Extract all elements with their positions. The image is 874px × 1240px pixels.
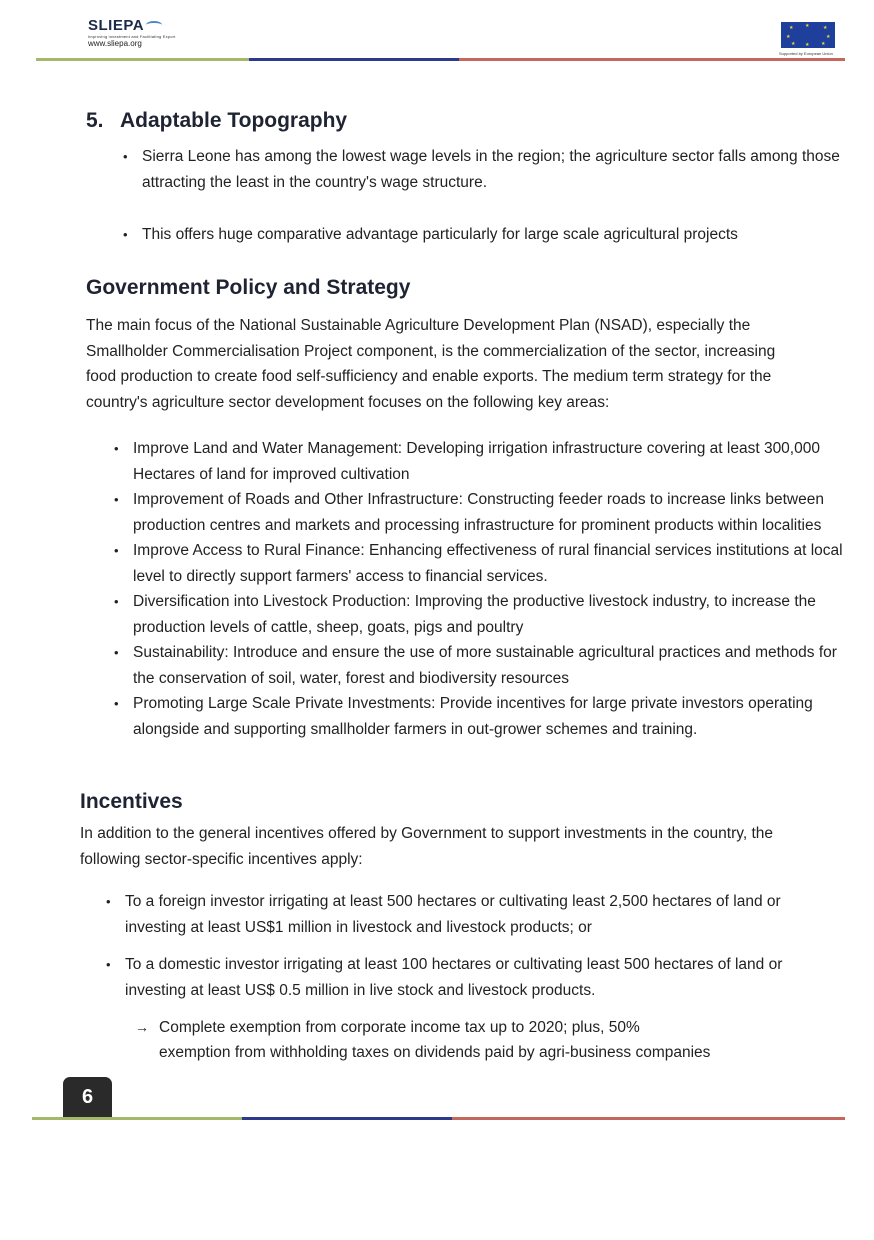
policy-heading: Government Policy and Strategy (86, 276, 411, 299)
section-number: 5. (86, 109, 104, 132)
policy-bullet-list (114, 436, 845, 742)
bullet-list (123, 222, 842, 248)
star-icon: ★ (821, 41, 826, 47)
arrow-line-2: exemption from withholding taxes on dividends paid by agri-business companies (159, 1044, 711, 1061)
bullet-icon: • (114, 696, 119, 711)
star-icon: ★ (823, 25, 828, 31)
header-rule-blue (249, 58, 459, 61)
list-item: • This offers huge comparative advantage particularly for large scale agricultural projects (142, 222, 842, 248)
logo-swoosh-icon (146, 21, 162, 29)
incentives-intro: In addition to the general incentives offered by Government to support investments in the country, the following sector-specific incentives apply: (80, 825, 774, 868)
arrow-line-1: Complete exemption from corporate income tax up to 2020; plus, 50% (159, 1019, 640, 1036)
logo-text: SLIEPA (88, 17, 145, 34)
bullet-icon: • (114, 594, 119, 609)
bullet-icon: • (123, 227, 128, 242)
list-item: • Diversification into Livestock Production: Improving the productive livestock industry, to increase the production levels of cattle, sheep, goats, pigs and poultry (133, 589, 845, 640)
bullet-icon: • (114, 543, 119, 558)
bullet-icon: • (114, 645, 119, 660)
list-item: • Promoting Large Scale Private Investments: Provide incentives for large private investors operating alongside and supporting smallholder farmers in out-grower schemes and training. (133, 691, 845, 742)
bullet-icon: • (106, 957, 111, 972)
star-icon: ★ (805, 23, 810, 29)
eu-flag-icon (781, 22, 835, 48)
star-icon: ★ (786, 34, 791, 40)
logo-tagline: Improving investment and Facilitating Export (88, 34, 176, 39)
arrow-item (135, 1015, 819, 1065)
arrow-right-icon: → (135, 1019, 149, 1035)
list-item: • To a foreign investor irrigating at least 500 hectares or cultivating least 2,500 hectares of land or investing at least US$1 million in livestock and livestock products; or (125, 889, 840, 940)
bullet-icon: • (106, 894, 111, 909)
star-icon: ★ (805, 42, 810, 48)
list-item: • Sierra Leone has among the lowest wage levels in the region; the agriculture sector falls among those attracting the least in the country's wage structure. (142, 144, 842, 195)
incentives-heading: Incentives (80, 790, 183, 813)
eu-caption: Supported by European Union (779, 51, 833, 56)
bullet-icon: • (114, 441, 119, 456)
list-item: • Improve Land and Water Management: Developing irrigation infrastructure covering at least 300,000 Hectares of land for improved cultivation (133, 436, 845, 487)
header-logo (88, 18, 176, 48)
bullet-icon: • (123, 149, 128, 164)
section-title: Adaptable Topography (120, 109, 348, 132)
list-item: • Improve Access to Rural Finance: Enhancing effectiveness of rural financial services institutions at local level to directly support farmers' access to financial services. (133, 538, 845, 589)
footer-rule-blue (242, 1117, 452, 1120)
incentives-bullet-list (106, 952, 840, 1003)
policy-intro: The main focus of the National Sustainable Agriculture Development Plan (NSAD), especially the Smallholder Commercialisation Project component, is the commercialization of the sector, increasing food production to create food self-sufficiency and enable exports. The medium term strategy for the country's agriculture sector development focuses on the following key areas: (86, 317, 776, 411)
header-rule-red (459, 58, 845, 61)
header-rule-green (36, 58, 249, 61)
list-item: • To a domestic investor irrigating at least 100 hectares or cultivating least 500 hectares of land or investing at least US$ 0.5 million in live stock and livestock products. (125, 952, 840, 1003)
list-item: • Improvement of Roads and Other Infrastructure: Constructing feeder roads to increase links between production centres and markets and processing infrastructure for prominent products within localities (133, 487, 845, 538)
footer-rule-red (452, 1117, 845, 1120)
section-heading (86, 109, 347, 133)
footer-rule-green (32, 1117, 242, 1120)
star-icon: ★ (789, 25, 794, 31)
logo-url: www.sliepa.org (88, 39, 142, 48)
bullet-icon: • (114, 492, 119, 507)
list-item: • Sustainability: Introduce and ensure the use of more sustainable agricultural practices and methods for the conservation of soil, water, forest and biodiversity resources (133, 640, 845, 691)
incentives-bullet-list (106, 889, 840, 940)
page-number: 6 (63, 1077, 112, 1117)
sliepa-logo (88, 18, 176, 34)
star-icon: ★ (826, 34, 831, 40)
star-icon: ★ (791, 41, 796, 47)
bullet-list (123, 144, 842, 195)
